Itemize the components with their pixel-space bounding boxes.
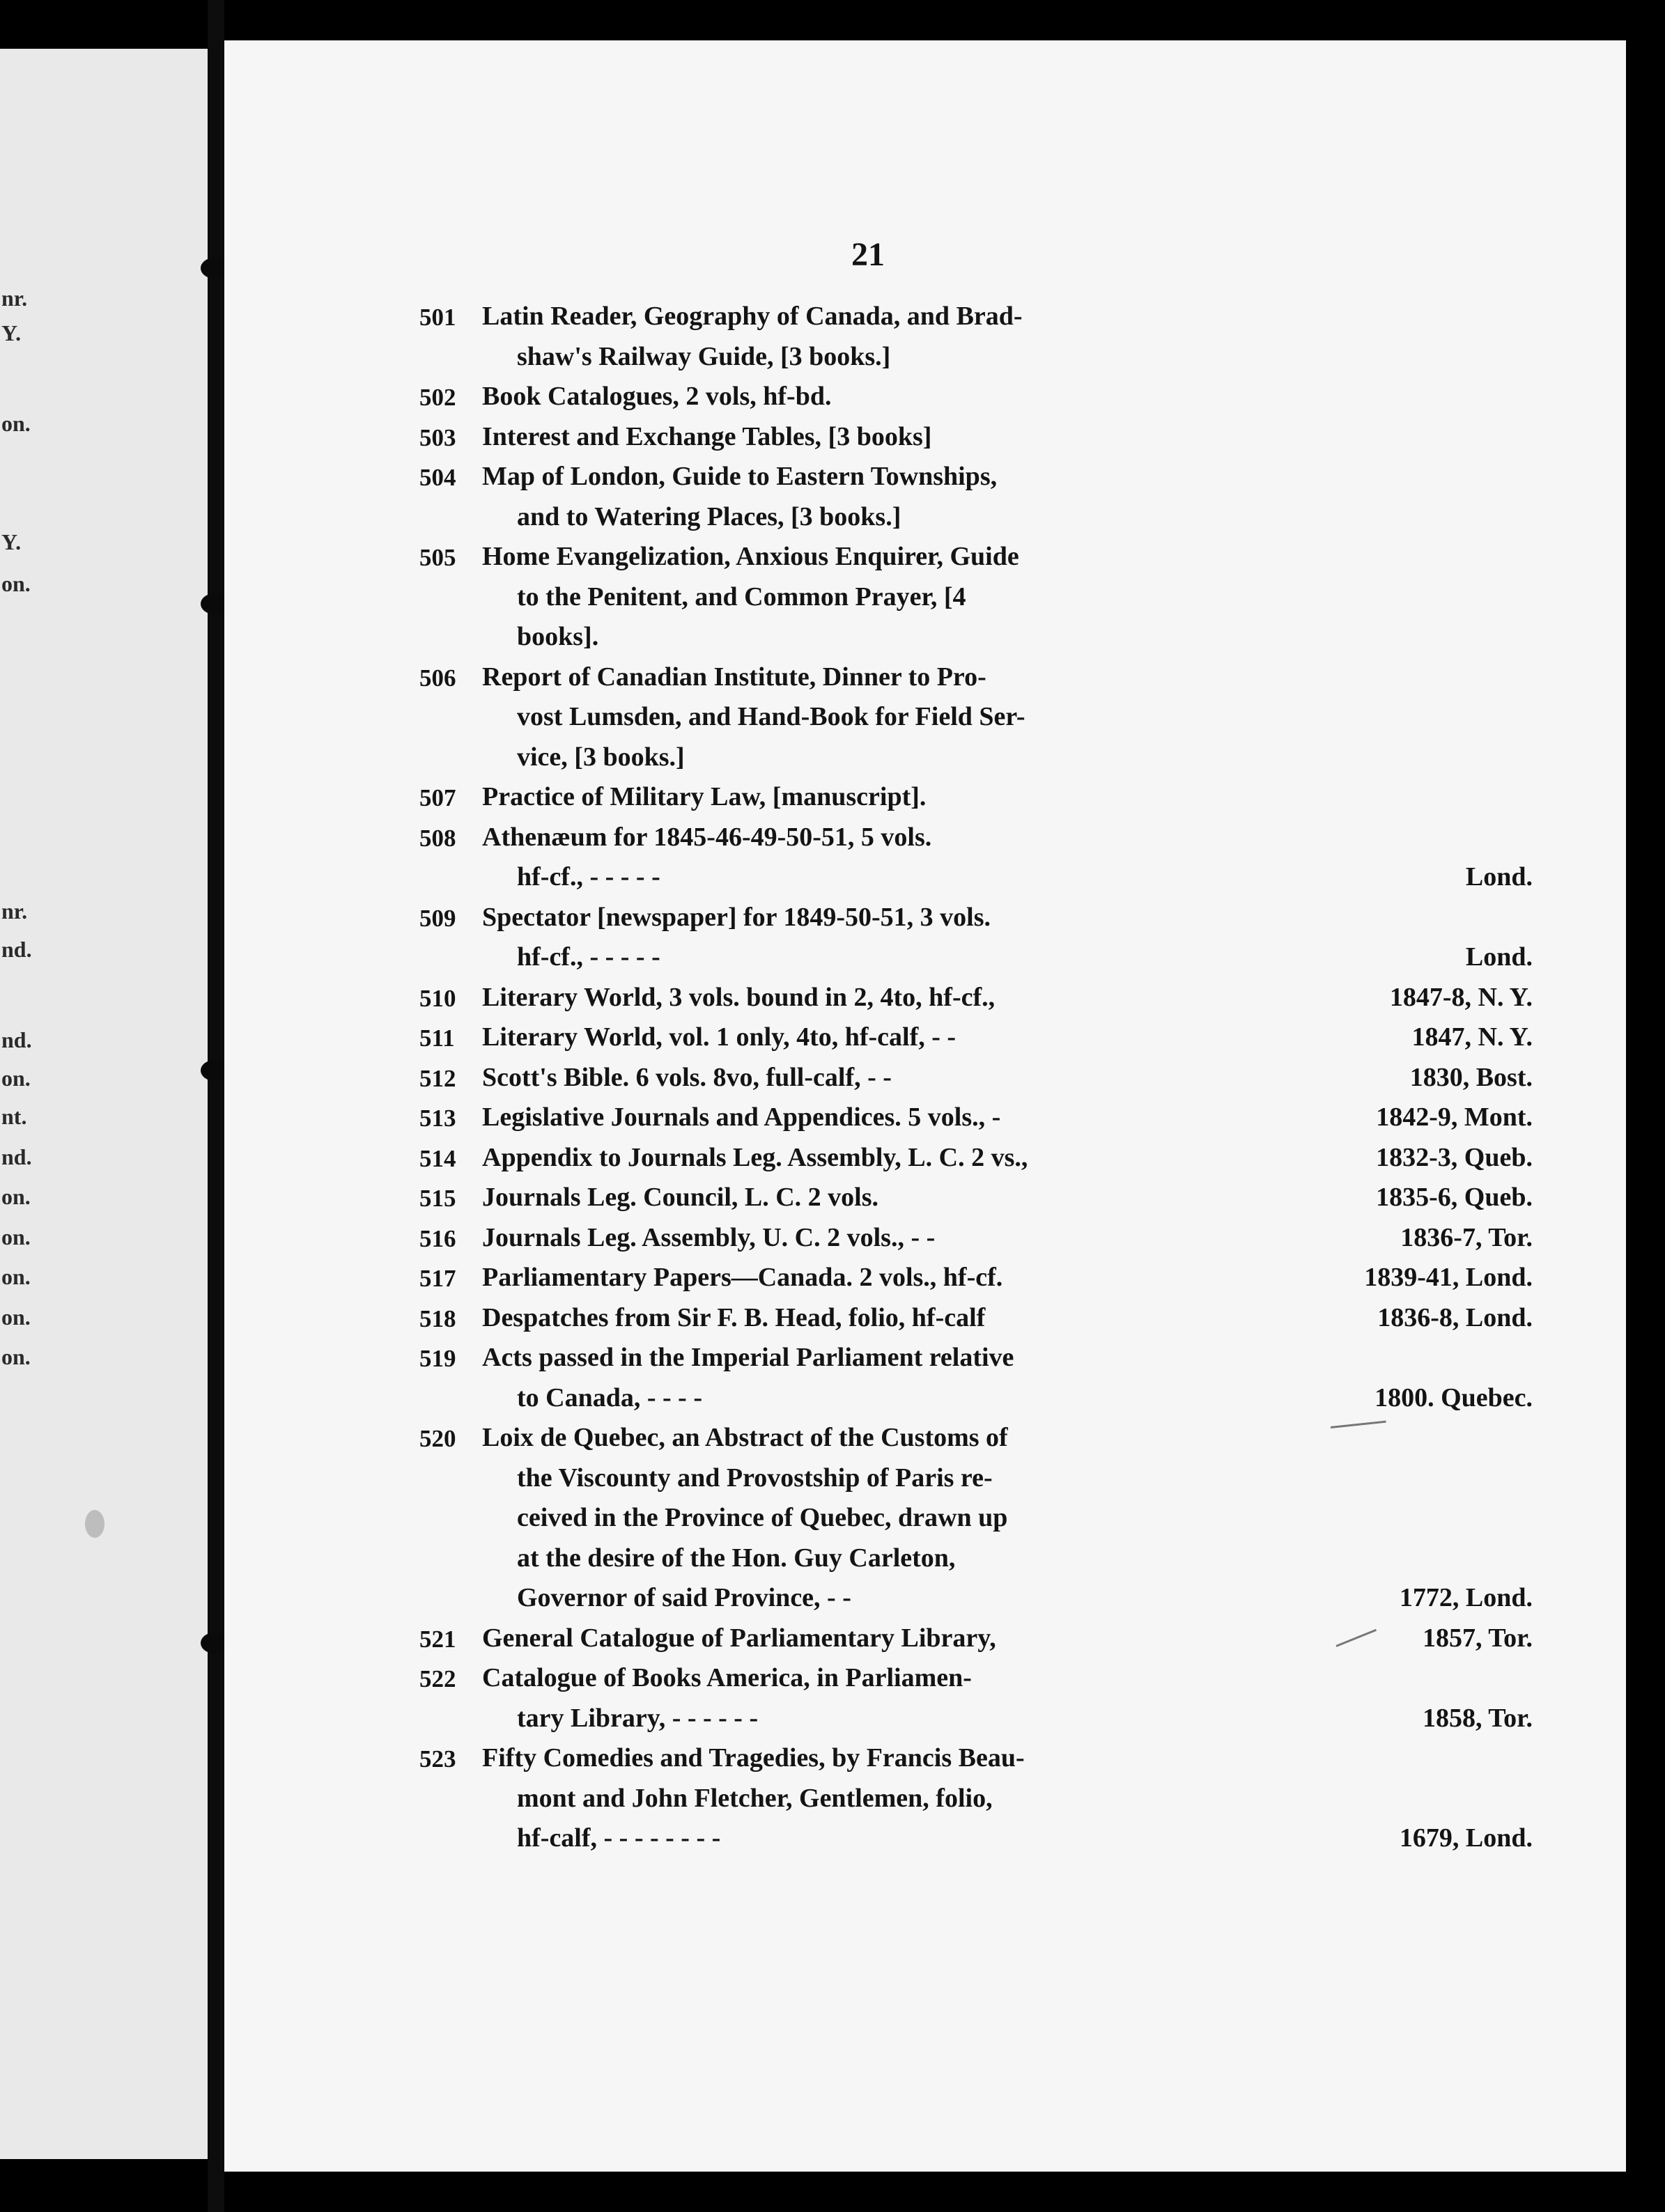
entry-text: Scott's Bible. 6 vols. 8vo, full-calf, - -	[482, 1062, 892, 1092]
entry-line	[517, 582, 1576, 612]
entry-text: Journals Leg. Council, L. C. 2 vols.	[482, 1183, 879, 1212]
entry-line	[517, 341, 1576, 372]
entry-line	[482, 1342, 1576, 1373]
entry-line	[517, 1783, 1576, 1814]
entry-text: Athenæum for 1845-46-49-50-51, 5 vols.	[482, 822, 932, 852]
entry-line	[482, 1062, 1533, 1093]
entry-line	[482, 461, 1576, 492]
entry-text: tary Library, - - - - - -	[517, 1703, 759, 1733]
entry-imprint: 1847, N. Y.	[1411, 1022, 1533, 1052]
entry-imprint: 1836-8, Lond.	[1377, 1302, 1533, 1332]
entry-number: 515	[419, 1185, 456, 1212]
entry-number: 512	[419, 1064, 456, 1092]
entry-text: at the desire of the Hon. Guy Carleton,	[517, 1543, 956, 1573]
entry-text: Legislative Journals and Appendices. 5 vols., -	[482, 1103, 1001, 1132]
entry-text: Literary World, vol. 1 only, 4to, hf-calf, - -	[482, 1022, 957, 1052]
left-page-fragment: on.	[1, 1184, 31, 1209]
entry-text: Home Evangelization, Anxious Enquirer, Guide	[482, 542, 1019, 571]
entry-text: vice, [3 books.]	[517, 742, 685, 772]
left-page-fragment: on.	[1, 1304, 31, 1330]
entry-imprint: 1832-3, Queb.	[1376, 1142, 1533, 1172]
entry-text: hf-calf, - - - - - - - -	[517, 1823, 721, 1853]
entry-text: Literary World, 3 vols. bound in 2, 4to, hf-cf.,	[482, 982, 996, 1012]
entry-imprint: Lond.	[1465, 942, 1533, 972]
left-page-fragment: nr.	[1, 286, 28, 311]
entry-imprint: 1835-6, Queb.	[1376, 1183, 1533, 1212]
entry-text: shaw's Railway Guide, [3 books.]	[517, 341, 891, 371]
left-page-fragment: nt.	[1, 1104, 27, 1129]
left-page-fragment: nr.	[1, 898, 28, 924]
entry-line	[482, 301, 1576, 332]
entry-imprint: 1772, Lond.	[1399, 1583, 1533, 1612]
entry-line	[482, 541, 1576, 572]
entry-line	[517, 1543, 1576, 1573]
entry-text: to Canada, - - - -	[517, 1382, 702, 1412]
entry-number: 514	[419, 1144, 456, 1172]
entry-line	[482, 381, 1576, 412]
entry-text: Fifty Comedies and Tragedies, by Francis Beau-	[482, 1743, 1025, 1773]
left-page-fragment: on.	[1, 571, 31, 596]
left-page-fragment: nd.	[1, 937, 32, 962]
entry-text: Latin Reader, Geography of Canada, and Brad-	[482, 302, 1023, 331]
entry-text: Map of London, Guide to Eastern Townships,	[482, 462, 998, 491]
entry-text: vost Lumsden, and Hand-Book for Field Ser-	[517, 702, 1025, 731]
left-page-fragment: on.	[1, 411, 31, 436]
entry-text: to the Penitent, and Common Prayer, [4	[517, 582, 966, 612]
entry-number: 518	[419, 1304, 456, 1332]
entry-imprint: 1842-9, Mont.	[1376, 1103, 1533, 1132]
entry-line	[517, 742, 1576, 772]
entry-imprint: 1858, Tor.	[1422, 1703, 1533, 1733]
entry-text: hf-cf., - - - - -	[517, 862, 660, 891]
entry-number: 504	[419, 464, 456, 491]
entry-number: 522	[419, 1665, 456, 1692]
entry-text: mont and John Fletcher, Gentlemen, folio,	[517, 1783, 993, 1813]
page-number: 21	[851, 236, 885, 273]
entry-line	[482, 1102, 1533, 1132]
entry-line	[482, 1662, 1576, 1693]
entry-imprint: 1830, Bost.	[1409, 1062, 1533, 1092]
left-page-fragment: nd.	[1, 1027, 32, 1052]
entry-number: 520	[419, 1425, 456, 1452]
entry-number: 508	[419, 824, 456, 852]
entry-text: and to Watering Places, [3 books.]	[517, 501, 901, 531]
entry-text: General Catalogue of Parliamentary Library,	[482, 1623, 996, 1653]
entry-number: 501	[419, 304, 456, 331]
entry-line	[482, 1022, 1533, 1052]
left-page-edge	[0, 49, 217, 2159]
left-page-fragment: on.	[1, 1066, 31, 1091]
left-page-fragment: nd.	[1, 1144, 32, 1169]
entry-line	[482, 421, 1576, 452]
entry-number: 502	[419, 384, 456, 411]
entry-imprint: 1800. Quebec.	[1374, 1382, 1533, 1412]
entry-number: 523	[419, 1745, 456, 1773]
left-page-fragment: Y.	[1, 320, 22, 345]
entry-line	[517, 1502, 1576, 1533]
entry-number: 519	[419, 1345, 456, 1372]
entry-line	[482, 1422, 1576, 1453]
entry-imprint: 1836-7, Tor.	[1400, 1222, 1533, 1252]
entry-number: 507	[419, 784, 456, 811]
entry-number: 503	[419, 423, 456, 451]
binding-spine	[208, 0, 224, 2212]
entry-number: 510	[419, 984, 456, 1012]
entry-line	[517, 1463, 1576, 1493]
entry-text: ceived in the Province of Quebec, drawn up	[517, 1503, 1008, 1532]
entry-text: Despatches from Sir F. B. Head, folio, hf-calf	[482, 1302, 986, 1332]
entry-number: 506	[419, 664, 456, 692]
entry-line	[482, 1623, 1533, 1653]
entry-line	[482, 1222, 1533, 1253]
entry-number: 511	[419, 1025, 455, 1052]
entry-text: the Viscounty and Provostship of Paris re-	[517, 1463, 993, 1493]
entry-line	[517, 1382, 1533, 1413]
entry-line	[482, 781, 1576, 812]
entry-line	[517, 1582, 1533, 1613]
entry-text: hf-cf., - - - - -	[517, 942, 660, 972]
entry-text: Spectator [newspaper] for 1849-50-51, 3 vols.	[482, 902, 991, 932]
left-page-fragment: Y.	[1, 529, 22, 554]
entry-number: 513	[419, 1105, 456, 1132]
catalogue-page	[224, 40, 1626, 2172]
entry-line	[517, 1823, 1533, 1853]
left-page-fragment: on.	[1, 1264, 31, 1289]
ink-smudge	[85, 1510, 104, 1538]
entry-imprint: 1679, Lond.	[1399, 1823, 1533, 1853]
entry-line	[517, 862, 1533, 892]
entry-line	[482, 982, 1533, 1013]
entry-line	[482, 1743, 1576, 1773]
entry-text: Governor of said Province, - -	[517, 1583, 851, 1612]
entry-number: 505	[419, 544, 456, 571]
entry-text: Loix de Quebec, an Abstract of the Customs of	[482, 1423, 1008, 1452]
entry-number: 509	[419, 904, 456, 932]
entry-line	[482, 1302, 1533, 1333]
entry-line	[482, 1142, 1533, 1173]
entry-text: Catalogue of Books America, in Parliamen-	[482, 1663, 972, 1692]
entry-line	[517, 701, 1576, 732]
entry-text: Journals Leg. Assembly, U. C. 2 vols., - -	[482, 1222, 936, 1252]
entry-line	[482, 902, 1576, 933]
entry-line	[517, 501, 1576, 532]
entry-line	[517, 621, 1576, 652]
entry-number: 516	[419, 1224, 456, 1252]
entry-number: 521	[419, 1625, 456, 1653]
entry-line	[482, 1182, 1533, 1213]
entry-text: Practice of Military Law, [manuscript].	[482, 782, 927, 811]
entry-text: Acts passed in the Imperial Parliament relative	[482, 1343, 1014, 1372]
entry-text: Appendix to Journals Leg. Assembly, L. C. 2 vs.,	[482, 1142, 1028, 1172]
entry-text: Parliamentary Papers—Canada. 2 vols., hf-cf.	[482, 1263, 1003, 1292]
entry-number: 517	[419, 1265, 456, 1292]
entry-line	[517, 1703, 1533, 1734]
left-page-fragment: on.	[1, 1224, 31, 1249]
entry-line	[482, 1262, 1533, 1293]
left-page-fragment: on.	[1, 1344, 31, 1369]
entry-text: Interest and Exchange Tables, [3 books]	[482, 421, 932, 451]
entry-line	[482, 822, 1576, 852]
entry-text: Report of Canadian Institute, Dinner to Pro-	[482, 662, 986, 692]
entry-text: Book Catalogues, 2 vols, hf-bd.	[482, 382, 832, 411]
entry-imprint: 1847-8, N. Y.	[1389, 982, 1533, 1012]
entry-imprint: 1857, Tor.	[1422, 1623, 1533, 1653]
entry-line	[482, 662, 1576, 692]
entry-line	[517, 942, 1533, 972]
entry-imprint: Lond.	[1465, 862, 1533, 891]
entry-imprint: 1839-41, Lond.	[1364, 1263, 1533, 1292]
entry-text: books].	[517, 622, 599, 651]
